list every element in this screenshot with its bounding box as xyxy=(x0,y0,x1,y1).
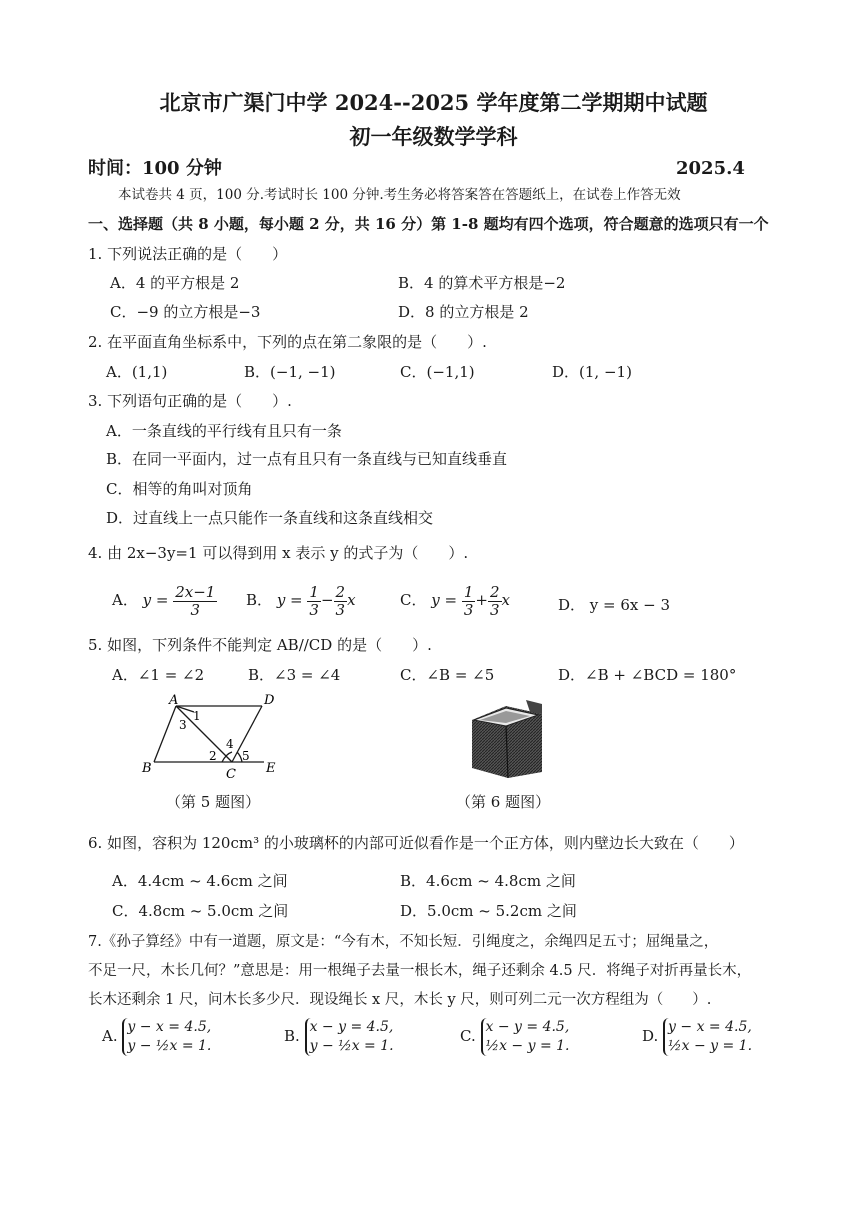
equation-1: x − y = 4.5, xyxy=(309,1019,394,1035)
line-AB xyxy=(154,706,176,762)
q7-option-d xyxy=(642,1014,752,1058)
exam-subtitle: 初一年级数学学科 xyxy=(349,124,518,149)
label-e: E xyxy=(266,761,276,776)
numerator: 2 xyxy=(489,582,500,601)
q7-c-label: C. xyxy=(460,1027,476,1045)
q3-option-d: D．过直线上一点只能作一条直线和这条直线相交 xyxy=(106,509,434,527)
q6-option-b: B．4.6cm ~ 4.8cm 之间 xyxy=(400,872,576,890)
q2-option-d: D．(1, −1) xyxy=(552,363,632,381)
q6-stem: 6. 如图，容积为 120cm³ 的小玻璃杯的内部可近似看作是一个正方体，则内壁边长大致在（ ） xyxy=(88,834,744,852)
q3-option-a: A．一条直线的平行线有且只有一条 xyxy=(106,422,342,440)
label-4: 4 xyxy=(226,737,234,751)
label-1: 1 xyxy=(193,709,201,723)
q7-line-1: 7.《孙子算经》中有一道题，原文是：“今有木，不知长短．引绳度之，余绳四足五寸；屈绳量之， xyxy=(88,934,719,950)
q2-stem: 2. 在平面直角坐标系中，下列的点在第二象限的是（ ）. xyxy=(88,333,487,351)
denominator: 3 xyxy=(463,600,474,619)
figure-6-caption: （第 6 题图） xyxy=(456,793,551,811)
equation-2: ½x − y = 1. xyxy=(485,1038,570,1054)
q4-option-b xyxy=(246,582,356,619)
label-3: 3 xyxy=(179,718,187,732)
label-b: B xyxy=(142,761,152,776)
equation-1: x − y = 4.5, xyxy=(485,1019,570,1035)
section-heading: 一、选择题（共 8 小题，每小题 2 分，共 16 分）第 1-8 题均有四个选项，符合题意的选项只有一个 xyxy=(88,215,769,233)
label-a: A xyxy=(169,693,179,708)
q3-stem: 3. 下列语句正确的是（ ）. xyxy=(88,392,292,410)
q5-option-b: B．∠3 = ∠4 xyxy=(248,666,341,684)
q4-c-fraction-2 xyxy=(488,584,502,619)
q4-a-lhs: y = xyxy=(142,591,169,609)
line-AC xyxy=(176,706,232,762)
q6-option-c: C．4.8cm ~ 5.0cm 之间 xyxy=(112,902,289,920)
q5-option-d: D．∠B + ∠BCD = 180° xyxy=(558,666,737,684)
variable: x xyxy=(347,591,356,609)
equation-2: y − ½x = 1. xyxy=(127,1038,212,1054)
equation-2: y − ½x = 1. xyxy=(309,1038,394,1054)
label-d: D xyxy=(264,693,275,708)
label-5: 5 xyxy=(242,749,250,763)
label-c: C xyxy=(226,767,236,780)
q7-option-a xyxy=(102,1014,211,1058)
q4-c-lhs: y = xyxy=(431,591,458,609)
equation-2: ½x − y = 1. xyxy=(668,1038,753,1054)
q4-b-fraction-2 xyxy=(334,584,348,619)
q7-a-system xyxy=(122,1018,211,1056)
q2-option-b: B．(−1, −1) xyxy=(244,363,336,381)
q2-option-c: C．(−1,1) xyxy=(400,363,475,381)
q4-stem: 4. 由 2x−3y=1 可以得到用 x 表示 y 的式子为（ ）. xyxy=(88,544,469,562)
q2-option-a: A．(1,1) xyxy=(106,363,168,381)
q4-option-a xyxy=(112,582,217,619)
q4-c-fraction-1 xyxy=(462,584,476,619)
q6-option-a: A．4.4cm ~ 4.6cm 之间 xyxy=(112,872,288,890)
q1-option-c: C．−9 的立方根是−3 xyxy=(110,303,261,321)
q7-a-label: A. xyxy=(102,1027,118,1045)
equation-1: y − x = 4.5, xyxy=(668,1019,752,1035)
equation-1: y − x = 4.5, xyxy=(127,1019,212,1035)
q4-a-fraction xyxy=(173,584,217,619)
label-2: 2 xyxy=(209,749,217,763)
q5-option-a: A．∠1 = ∠2 xyxy=(112,666,205,684)
q5-option-c: C．∠B = ∠5 xyxy=(400,666,495,684)
q6-option-d: D．5.0cm ~ 5.2cm 之间 xyxy=(400,902,577,920)
q4-a-label: A． xyxy=(112,591,138,609)
denominator: 3 xyxy=(335,600,346,619)
numerator: 1 xyxy=(309,582,319,601)
q7-d-system xyxy=(663,1018,752,1056)
q7-c-system xyxy=(481,1018,570,1056)
q1-option-b: B．4 的算术平方根是−2 xyxy=(398,274,566,292)
variable: x xyxy=(501,591,510,609)
denominator: 3 xyxy=(190,600,201,619)
numerator: 2x−1 xyxy=(175,582,216,601)
numerator: 2 xyxy=(335,582,346,601)
q7-option-c xyxy=(460,1014,570,1058)
exam-date: 2025.4 xyxy=(676,158,745,179)
q4-b-label: B． xyxy=(246,591,273,609)
q4-b-lhs: y = xyxy=(276,591,303,609)
denominator: 3 xyxy=(489,600,500,619)
operator: − xyxy=(320,591,334,609)
q7-line-2: 不足一尺，木长几何？”意思是：用一根绳子去量一根长木，绳子还剩余 4.5 尺．将绳子对折再量长木， xyxy=(88,963,752,979)
q7-b-label: B. xyxy=(284,1027,300,1045)
numerator: 1 xyxy=(463,582,474,601)
q1-option-d: D．8 的立方根是 2 xyxy=(398,303,529,321)
q5-stem: 5. 如图，下列条件不能判定 AB//CD 的是（ ）. xyxy=(88,636,432,654)
figure-5-parallelogram xyxy=(136,690,286,780)
q3-option-b: B．在同一平面内，过一点有且只有一条直线与已知直线垂直 xyxy=(106,450,508,468)
operator: + xyxy=(475,591,488,609)
q7-d-label: D. xyxy=(642,1027,659,1045)
q4-c-label: C． xyxy=(400,591,427,609)
instructions: 本试卷共 4 页，100 分.考试时长 100 分钟.考生务必将答案答在答题纸上，在试卷上作答无效 xyxy=(118,187,681,203)
q3-option-c: C．相等的角叫对顶角 xyxy=(106,480,253,498)
exam-title: 北京市广渠门中学 2024--2025 学年度第二学期期中试题 xyxy=(159,90,708,115)
q7-b-system xyxy=(305,1018,394,1056)
q4-option-c xyxy=(400,582,510,619)
figure-5-caption: （第 5 题图） xyxy=(166,793,261,811)
q1-stem: 1. 下列说法正确的是（ ） xyxy=(88,245,288,263)
q4-b-fraction-1 xyxy=(307,584,321,619)
q7-line-3: 长木还剩余 1 尺，问木长多少尺．现设绳长 x 尺，木长 y 尺，则可列二元一次方程组为（ ）. xyxy=(88,992,712,1008)
denominator: 3 xyxy=(309,600,319,619)
glass-cup-image xyxy=(470,698,544,778)
q1-option-a: A．4 的平方根是 2 xyxy=(110,274,240,292)
time-limit: 时间：100 分钟 xyxy=(88,158,222,179)
q4-option-d: D． y = 6x − 3 xyxy=(558,596,671,614)
q7-option-b xyxy=(284,1014,394,1058)
